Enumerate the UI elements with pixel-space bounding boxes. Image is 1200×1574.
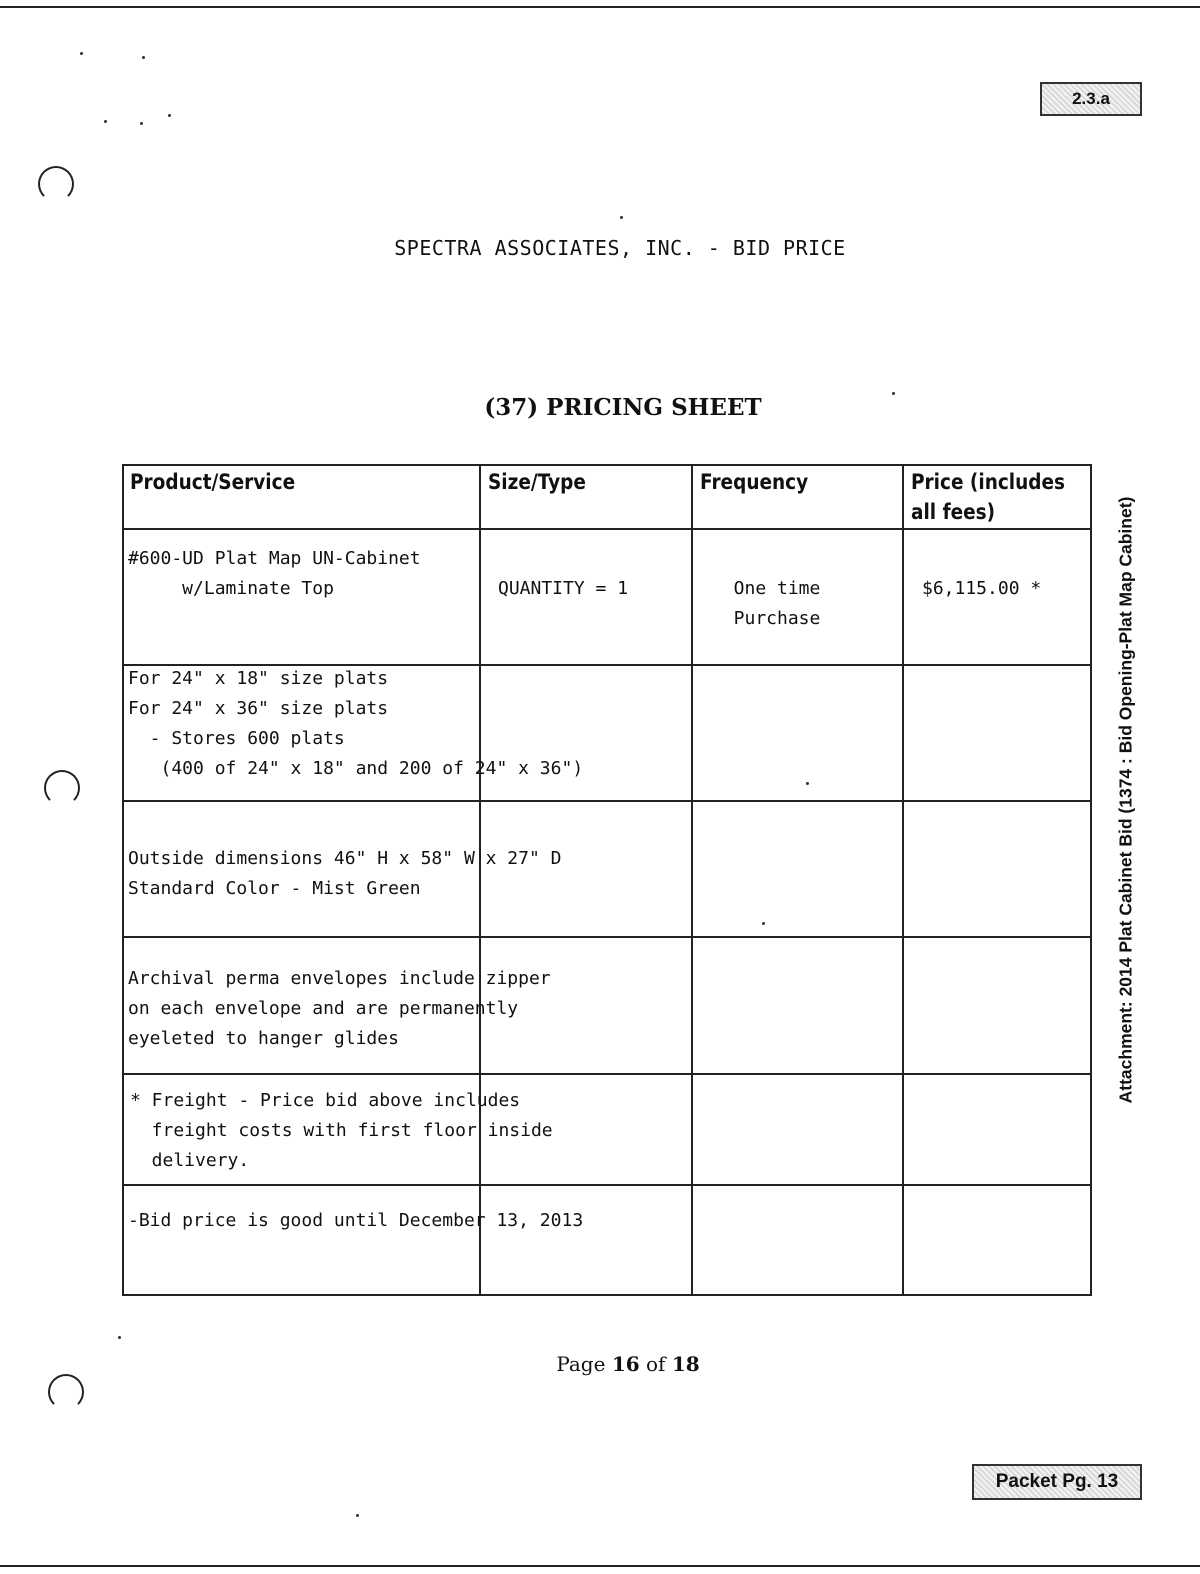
row4-product-line3: eyeleted to hanger glides bbox=[128, 1028, 399, 1049]
page-number bbox=[0, 1352, 1200, 1376]
header-size-type: Size/Type bbox=[488, 470, 586, 494]
row-divider bbox=[122, 528, 1092, 530]
row2-product-line4: (400 of 24" x 18" and 200 of 24" x 36") bbox=[128, 758, 584, 779]
row-divider bbox=[122, 1073, 1092, 1075]
row-divider bbox=[122, 936, 1092, 938]
page-total: 18 bbox=[671, 1352, 700, 1376]
column-divider bbox=[902, 464, 904, 1296]
scan-speck bbox=[620, 216, 623, 219]
agenda-item-stamp: 2.3.a bbox=[1040, 82, 1142, 116]
scan-speck bbox=[142, 56, 145, 59]
header-price: Price (includes all fees) bbox=[911, 470, 1066, 524]
row4-product-line1: Archival perma envelopes include zipper bbox=[128, 968, 551, 989]
page-prefix: Page bbox=[556, 1352, 606, 1376]
row-divider bbox=[122, 800, 1092, 802]
scan-speck bbox=[356, 1514, 359, 1517]
row1-product-line1: #600-UD Plat Map UN-Cabinet bbox=[128, 548, 421, 569]
row3-product-line1: Outside dimensions 46" H x 58" W x 27" D bbox=[128, 848, 562, 869]
row1-frequency-line2: Purchase bbox=[733, 608, 821, 629]
row5-product-line1: * Freight - Price bid above includes bbox=[130, 1090, 521, 1111]
page-current: 16 bbox=[611, 1352, 640, 1376]
row1-price: $6,115.00 * bbox=[922, 578, 1042, 599]
row2-product-line1: For 24" x 18" size plats bbox=[128, 668, 389, 689]
row1-size-type: QUANTITY = 1 bbox=[498, 578, 629, 599]
row3-product-line2: Standard Color - Mist Green bbox=[128, 878, 421, 899]
company-bid-header: SPECTRA ASSOCIATES, INC. - BID PRICE bbox=[394, 236, 846, 260]
scan-speck bbox=[140, 122, 143, 125]
punch-hole-icon bbox=[44, 770, 80, 806]
punch-hole-icon bbox=[48, 1374, 84, 1410]
row-divider bbox=[122, 1184, 1092, 1186]
row2-product-line3: - Stores 600 plats bbox=[128, 728, 345, 749]
row1-frequency-line1: One time bbox=[733, 578, 821, 599]
bottom-border-line bbox=[0, 1565, 1200, 1567]
scan-speck bbox=[118, 1336, 121, 1339]
scan-speck bbox=[80, 52, 83, 55]
attachment-side-label: Attachment: 2014 Plat Cabinet Bid (1374 : Bid Opening-Plat Map Cabinet) bbox=[1115, 496, 1136, 1104]
scan-speck bbox=[168, 114, 171, 117]
scan-speck bbox=[104, 120, 107, 123]
row5-product-line2: freight costs with first floor inside bbox=[130, 1120, 553, 1141]
row4-product-line2: on each envelope and are permanently bbox=[128, 998, 519, 1019]
packet-page-stamp: Packet Pg. 13 bbox=[972, 1464, 1142, 1500]
row1-product-line2: w/Laminate Top bbox=[128, 578, 334, 599]
punch-hole-icon bbox=[38, 166, 74, 202]
column-divider bbox=[479, 464, 481, 1296]
top-border-line bbox=[0, 6, 1200, 8]
page-of: of bbox=[646, 1352, 666, 1376]
header-product-service: Product/Service bbox=[130, 470, 296, 494]
pricing-sheet-title: (37) PRICING SHEET bbox=[484, 394, 762, 421]
row5-product-line3: delivery. bbox=[130, 1150, 250, 1171]
row2-product-line2: For 24" x 36" size plats bbox=[128, 698, 389, 719]
row6-product-line1: -Bid price is good until December 13, 2013 bbox=[128, 1210, 584, 1231]
header-frequency: Frequency bbox=[700, 470, 809, 494]
